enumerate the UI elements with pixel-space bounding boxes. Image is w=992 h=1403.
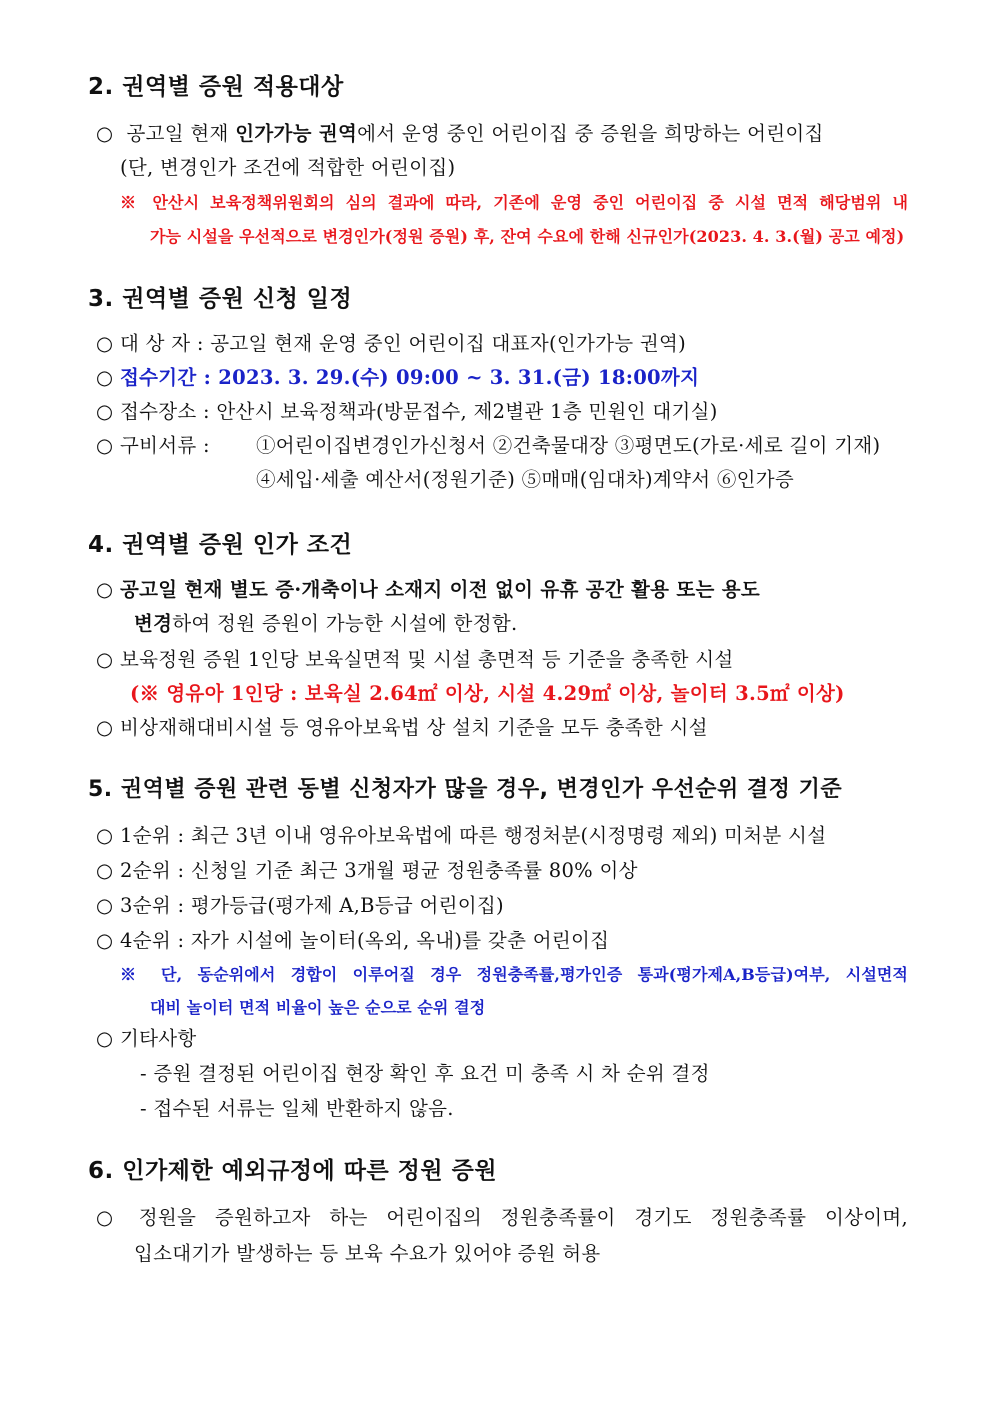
s2-note-line-1: ※ 안산시 보육정책위원회의 심의 결과에 따라, 기존에 운영 중인 어린이집 중 시설 면적 해당범위 내: [120, 193, 908, 212]
s5-priority-1: ○ 1순위 : 최근 3년 이내 영유아보육법에 따른 행정처분(시정명령 제외) 미처분 시설: [96, 824, 827, 847]
s3-docs-line-2: ④세입·세출 예산서(정원기준) ⑤매매(임대차)계약서 ⑥인가증: [256, 468, 795, 491]
bullet-circle: ○: [96, 400, 114, 423]
bullet-circle: ○: [96, 716, 114, 739]
s3-place: ○ 접수장소 : 안산시 보육정책과(방문접수, 제2별관 1층 민원인 대기실): [96, 400, 718, 423]
section-4-heading: 4. 권역별 증원 인가 조건: [88, 532, 353, 558]
bullet-circle: ○: [96, 859, 114, 882]
s6-item-1-cont: 입소대기가 발생하는 등 보육 수요가 있어야 증원 허용: [134, 1242, 601, 1265]
bullet-circle: ○: [96, 434, 114, 457]
s5-priority-4: ○ 4순위 : 자가 시설에 놀이터(옥외, 옥내)를 갖춘 어린이집: [96, 929, 610, 952]
bullet-circle: ○: [96, 1206, 114, 1229]
s5-note-line-2: 대비 놀이터 면적 비율이 높은 순으로 순위 결정: [150, 998, 486, 1017]
section-2-heading: 2. 권역별 증원 적용대상: [88, 74, 344, 100]
bullet-circle: ○: [96, 929, 114, 952]
s4-item-2: ○ 보육정원 증원 1인당 보육실면적 및 시설 총면적 등 기준을 충족한 시설: [96, 648, 734, 671]
s3-period: ○ 접수기간 : 2023. 3. 29.(수) 09:00 ~ 3. 31.(금) 18:00까지: [96, 366, 700, 389]
s3-docs: ○ 구비서류 :: [96, 434, 210, 457]
s2-item-1: ○ 공고일 현재 인가가능 권역에서 운영 중인 어린이집 중 증원을 희망하는 어린이집: [96, 122, 824, 145]
s4-area-note: (※ 영유아 1인당 : 보육실 2.64㎡ 이상, 시설 4.29㎡ 이상, 놀이터 3.5㎡ 이상): [130, 682, 845, 705]
bullet-circle: ○: [96, 648, 114, 671]
s2-item-1-cont: (단, 변경인가 조건에 적합한 어린이집): [120, 156, 456, 179]
s6-item-1: ○ 정원을 증원하고자 하는 어린이집의 정원충족률이 경기도 정원충족률 이상이며,: [96, 1206, 908, 1229]
s3-target: ○ 대 상 자 : 공고일 현재 운영 중인 어린이집 대표자(인가가능 권역): [96, 332, 687, 355]
bullet-circle: ○: [96, 894, 114, 917]
section-3-heading: 3. 권역별 증원 신청 일정: [88, 286, 353, 312]
s5-etc-2: - 접수된 서류는 일체 반환하지 않음.: [140, 1097, 454, 1120]
bullet-circle: ○: [96, 578, 114, 601]
bullet-circle: ○: [96, 332, 114, 355]
s4-item-1: ○ 공고일 현재 별도 증·개축이나 소재지 이전 없이 유휴 공간 활용 또는 용도: [96, 578, 761, 601]
bullet-circle: ○: [96, 1027, 114, 1050]
section-5-heading: 5. 권역별 증원 관련 동별 신청자가 많을 경우, 변경인가 우선순위 결정 기준: [88, 777, 843, 802]
s5-etc: ○ 기타사항: [96, 1027, 197, 1050]
bullet-circle: ○: [96, 824, 114, 847]
s5-priority-3: ○ 3순위 : 평가등급(평가제 A,B등급 어린이집): [96, 894, 504, 917]
s2-note-line-2: 가능 시설을 우선적으로 변경인가(정원 증원) 후, 잔여 수요에 한해 신규인가(2023. 4. 3.(월) 공고 예정): [150, 227, 905, 246]
s5-note-line-1: ※ 단, 동순위에서 경합이 이루어질 경우 정원충족률,평가인증 통과(평가제A,B등급)여부, 시설면적: [120, 965, 908, 984]
s4-item-3: ○ 비상재해대비시설 등 영유아보육법 상 설치 기준을 모두 충족한 시설: [96, 716, 708, 739]
s4-item-1-cont: 변경하여 정원 증원이 가능한 시설에 한정함.: [134, 612, 518, 635]
section-6-heading: 6. 인가제한 예외규정에 따른 정원 증원: [88, 1158, 498, 1184]
bullet-circle: ○: [96, 366, 114, 389]
bullet-circle: ○: [96, 122, 114, 145]
s3-docs-line-1: ①어린이집변경인가신청서 ②건축물대장 ③평면도(가로·세로 길이 기재): [256, 434, 881, 457]
s5-priority-2: ○ 2순위 : 신청일 기준 최근 3개월 평균 정원충족률 80% 이상: [96, 859, 638, 882]
s5-etc-1: - 증원 결정된 어린이집 현장 확인 후 요건 미 충족 시 차 순위 결정: [140, 1062, 710, 1085]
